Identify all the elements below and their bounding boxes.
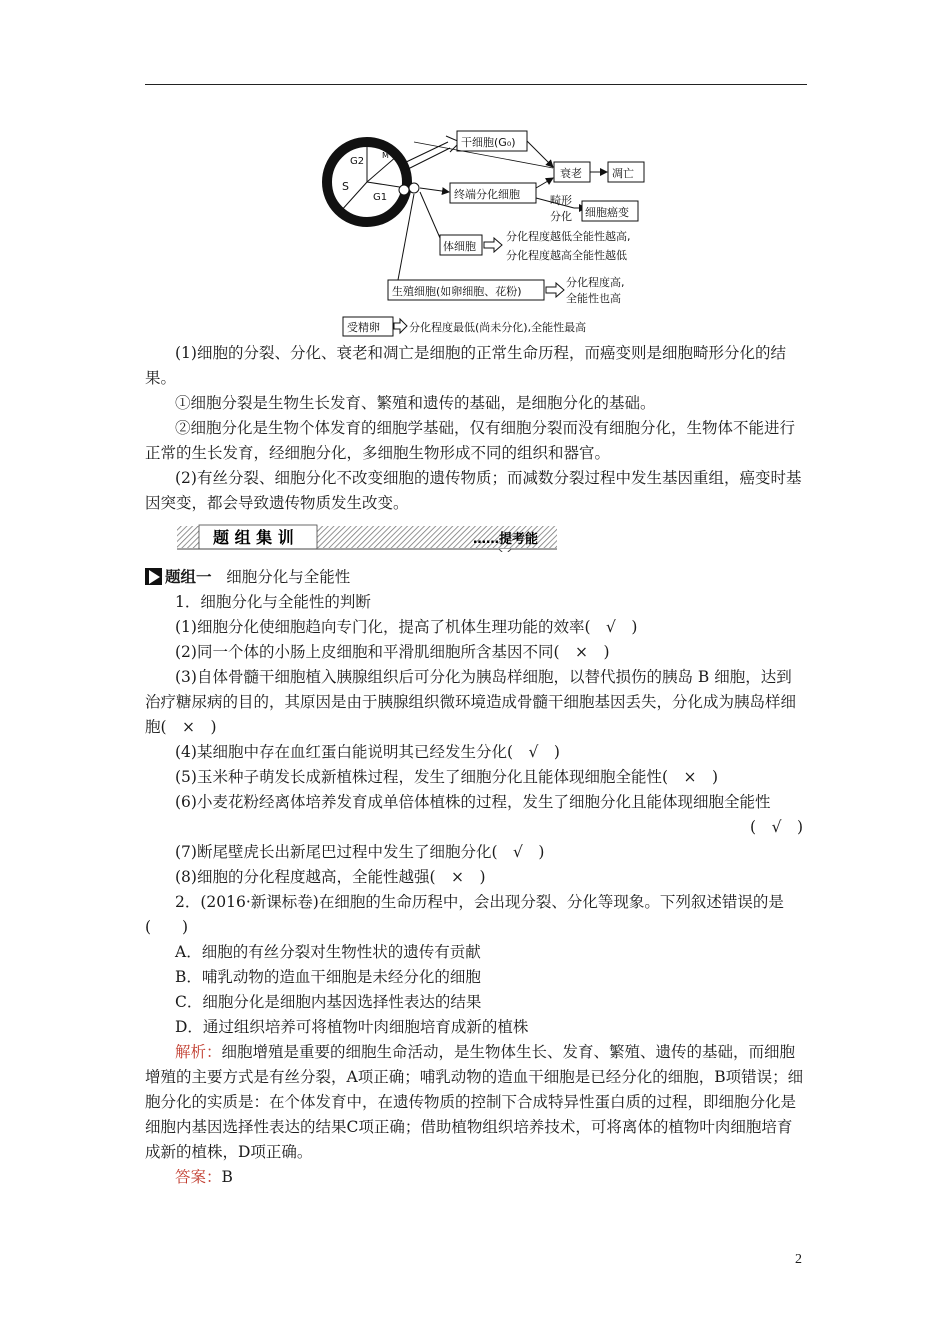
analysis-text: 细胞增殖是重要的细胞生命活动，是生物体生长、发育、繁殖、遗传的基础，而细胞增殖的主要方式是有丝分裂，A项正确；哺乳动物的造血干细胞是已经分化的细胞，B项错误；细胞分化的实质是：在个体发育中，在遗传物质的控制下合成特异性蛋白质的过程，即细胞分化是细胞内基因选择性表达的结果C项正确；借助植物组织培养技术，可将离体的植物叶肉细胞培育成新的植株，D项正确。 xyxy=(145,1043,804,1161)
banner-title: 题 组 集 训 xyxy=(213,528,294,547)
somatic-note-2: 分化程度越高全能性越低 xyxy=(506,249,627,262)
stem-cell-box: 干细胞(G₀) xyxy=(461,136,516,149)
paragraph-1: (1)细胞的分裂、分化、衰老和凋亡是细胞的正常生命历程，而癌变则是细胞畸形分化的结果。 xyxy=(145,344,786,387)
q1-item-4: (4)某细胞中存在血红蛋白能说明其已经发生分化( √ ) xyxy=(175,743,560,761)
q2-analysis xyxy=(145,1040,807,1165)
q2-option-b: B．哺乳动物的造血干细胞是未经分化的细胞 xyxy=(175,968,481,986)
zygote-box: 受精卵 xyxy=(347,321,380,334)
paragraph-4: (2)有丝分裂、细胞分化不改变细胞的遗传物质；而减数分裂过程中发生基因重组，癌变时基因突变，都会导致遗传物质发生改变。 xyxy=(145,469,802,512)
paragraph-3: ②细胞分化是生物个体发育的细胞学基础，仅有细胞分裂而没有细胞分化，生物体不能进行正常的生长发育，经细胞分化，多细胞生物形成不同的组织和器官。 xyxy=(145,419,796,462)
terminal-cell-box: 终端分化细胞 xyxy=(454,188,520,201)
q1-title: 1．细胞分化与全能性的判断 xyxy=(175,593,371,611)
q2-stem: 2．(2016·新课标卷)在细胞的生命历程中，会出现分裂、分化等现象。下列叙述错误的是( ) xyxy=(145,893,784,936)
group-topic: 细胞分化与全能性 xyxy=(226,568,351,586)
q2-answer xyxy=(145,1165,807,1190)
explanation-block xyxy=(145,341,807,516)
answer-label: 答案： xyxy=(175,1168,222,1186)
group-label: 题组一 xyxy=(165,567,212,586)
s-label: S xyxy=(342,180,349,193)
apoptosis-box: 凋亡 xyxy=(612,167,634,180)
germ-cell-box: 生殖细胞(如卵细胞、花粉) xyxy=(392,285,522,298)
somatic-note-1: 分化程度越低全能性越高, xyxy=(506,230,631,243)
group-heading xyxy=(145,564,807,590)
abnormal-label-2: 分化 xyxy=(550,210,572,223)
banner-subtitle: ……提考能 xyxy=(473,532,539,547)
zygote-note: 分化程度最低(尚未分化),全能性最高 xyxy=(409,321,587,334)
germ-note-2: 全能性也高 xyxy=(566,292,621,305)
q1-item-5: (5)玉米种子萌发长成新植株过程，发生了细胞分化且能体现细胞全能性( × ) xyxy=(175,768,719,786)
q1-item-2: (2)同一个体的小肠上皮细胞和平滑肌细胞所含基因不同( × ) xyxy=(175,643,610,661)
q2-option-a: A．细胞的有丝分裂对生物性状的遗传有贡献 xyxy=(175,943,481,961)
q1-item-6: (6)小麦花粉经离体培养发育成单倍体植株的过程，发生了细胞分化且能体现细胞全能性 xyxy=(175,793,771,811)
page-number: 2 xyxy=(795,1252,802,1267)
g2-label: G2 xyxy=(350,156,365,167)
g1-label: G1 xyxy=(373,192,388,203)
germ-note-1: 分化程度高, xyxy=(566,276,625,289)
somatic-box: 体细胞 xyxy=(443,240,476,253)
abnormal-label: 畸形 xyxy=(550,194,572,207)
play-triangle-icon xyxy=(145,568,162,585)
header-rule xyxy=(145,84,807,85)
cell-fate-diagram xyxy=(310,120,650,340)
aging-box: 衰老 xyxy=(560,167,582,180)
section-banner xyxy=(177,524,557,552)
q1-item-7: (7)断尾壁虎长出新尾巴过程中发生了细胞分化( √ ) xyxy=(175,843,545,861)
q1-item-6-answer: ( √ ) xyxy=(750,818,803,836)
q1-item-3: (3)自体骨髓干细胞植入胰腺组织后可分化为胰岛样细胞，以替代损伤的胰岛 B 细胞，达到治疗糖尿病的目的，其原因是由于胰腺组织微环境造成骨髓干细胞基因丢失，分化成为胰岛样细胞( × ) xyxy=(145,668,797,736)
question-group xyxy=(145,564,807,1190)
m-label: M xyxy=(382,151,389,160)
paragraph-2: ①细胞分裂是生物生长发育、繁殖和遗传的基础，是细胞分化的基础。 xyxy=(175,394,656,412)
cancer-box: 细胞癌变 xyxy=(585,206,629,219)
analysis-label: 解析： xyxy=(175,1043,222,1061)
q1-item-8: (8)细胞的分化程度越高，全能性越强( × ) xyxy=(175,868,486,886)
q2-option-c: C．细胞分化是细胞内基因选择性表达的结果 xyxy=(175,993,482,1011)
q1-item-1: (1)细胞分化使细胞趋向专门化，提高了机体生理功能的效率( √ ) xyxy=(175,618,638,636)
answer-value: B xyxy=(221,1168,233,1186)
q2-option-d: D．通过组织培养可将植物叶肉细胞培育成新的植株 xyxy=(175,1018,529,1036)
